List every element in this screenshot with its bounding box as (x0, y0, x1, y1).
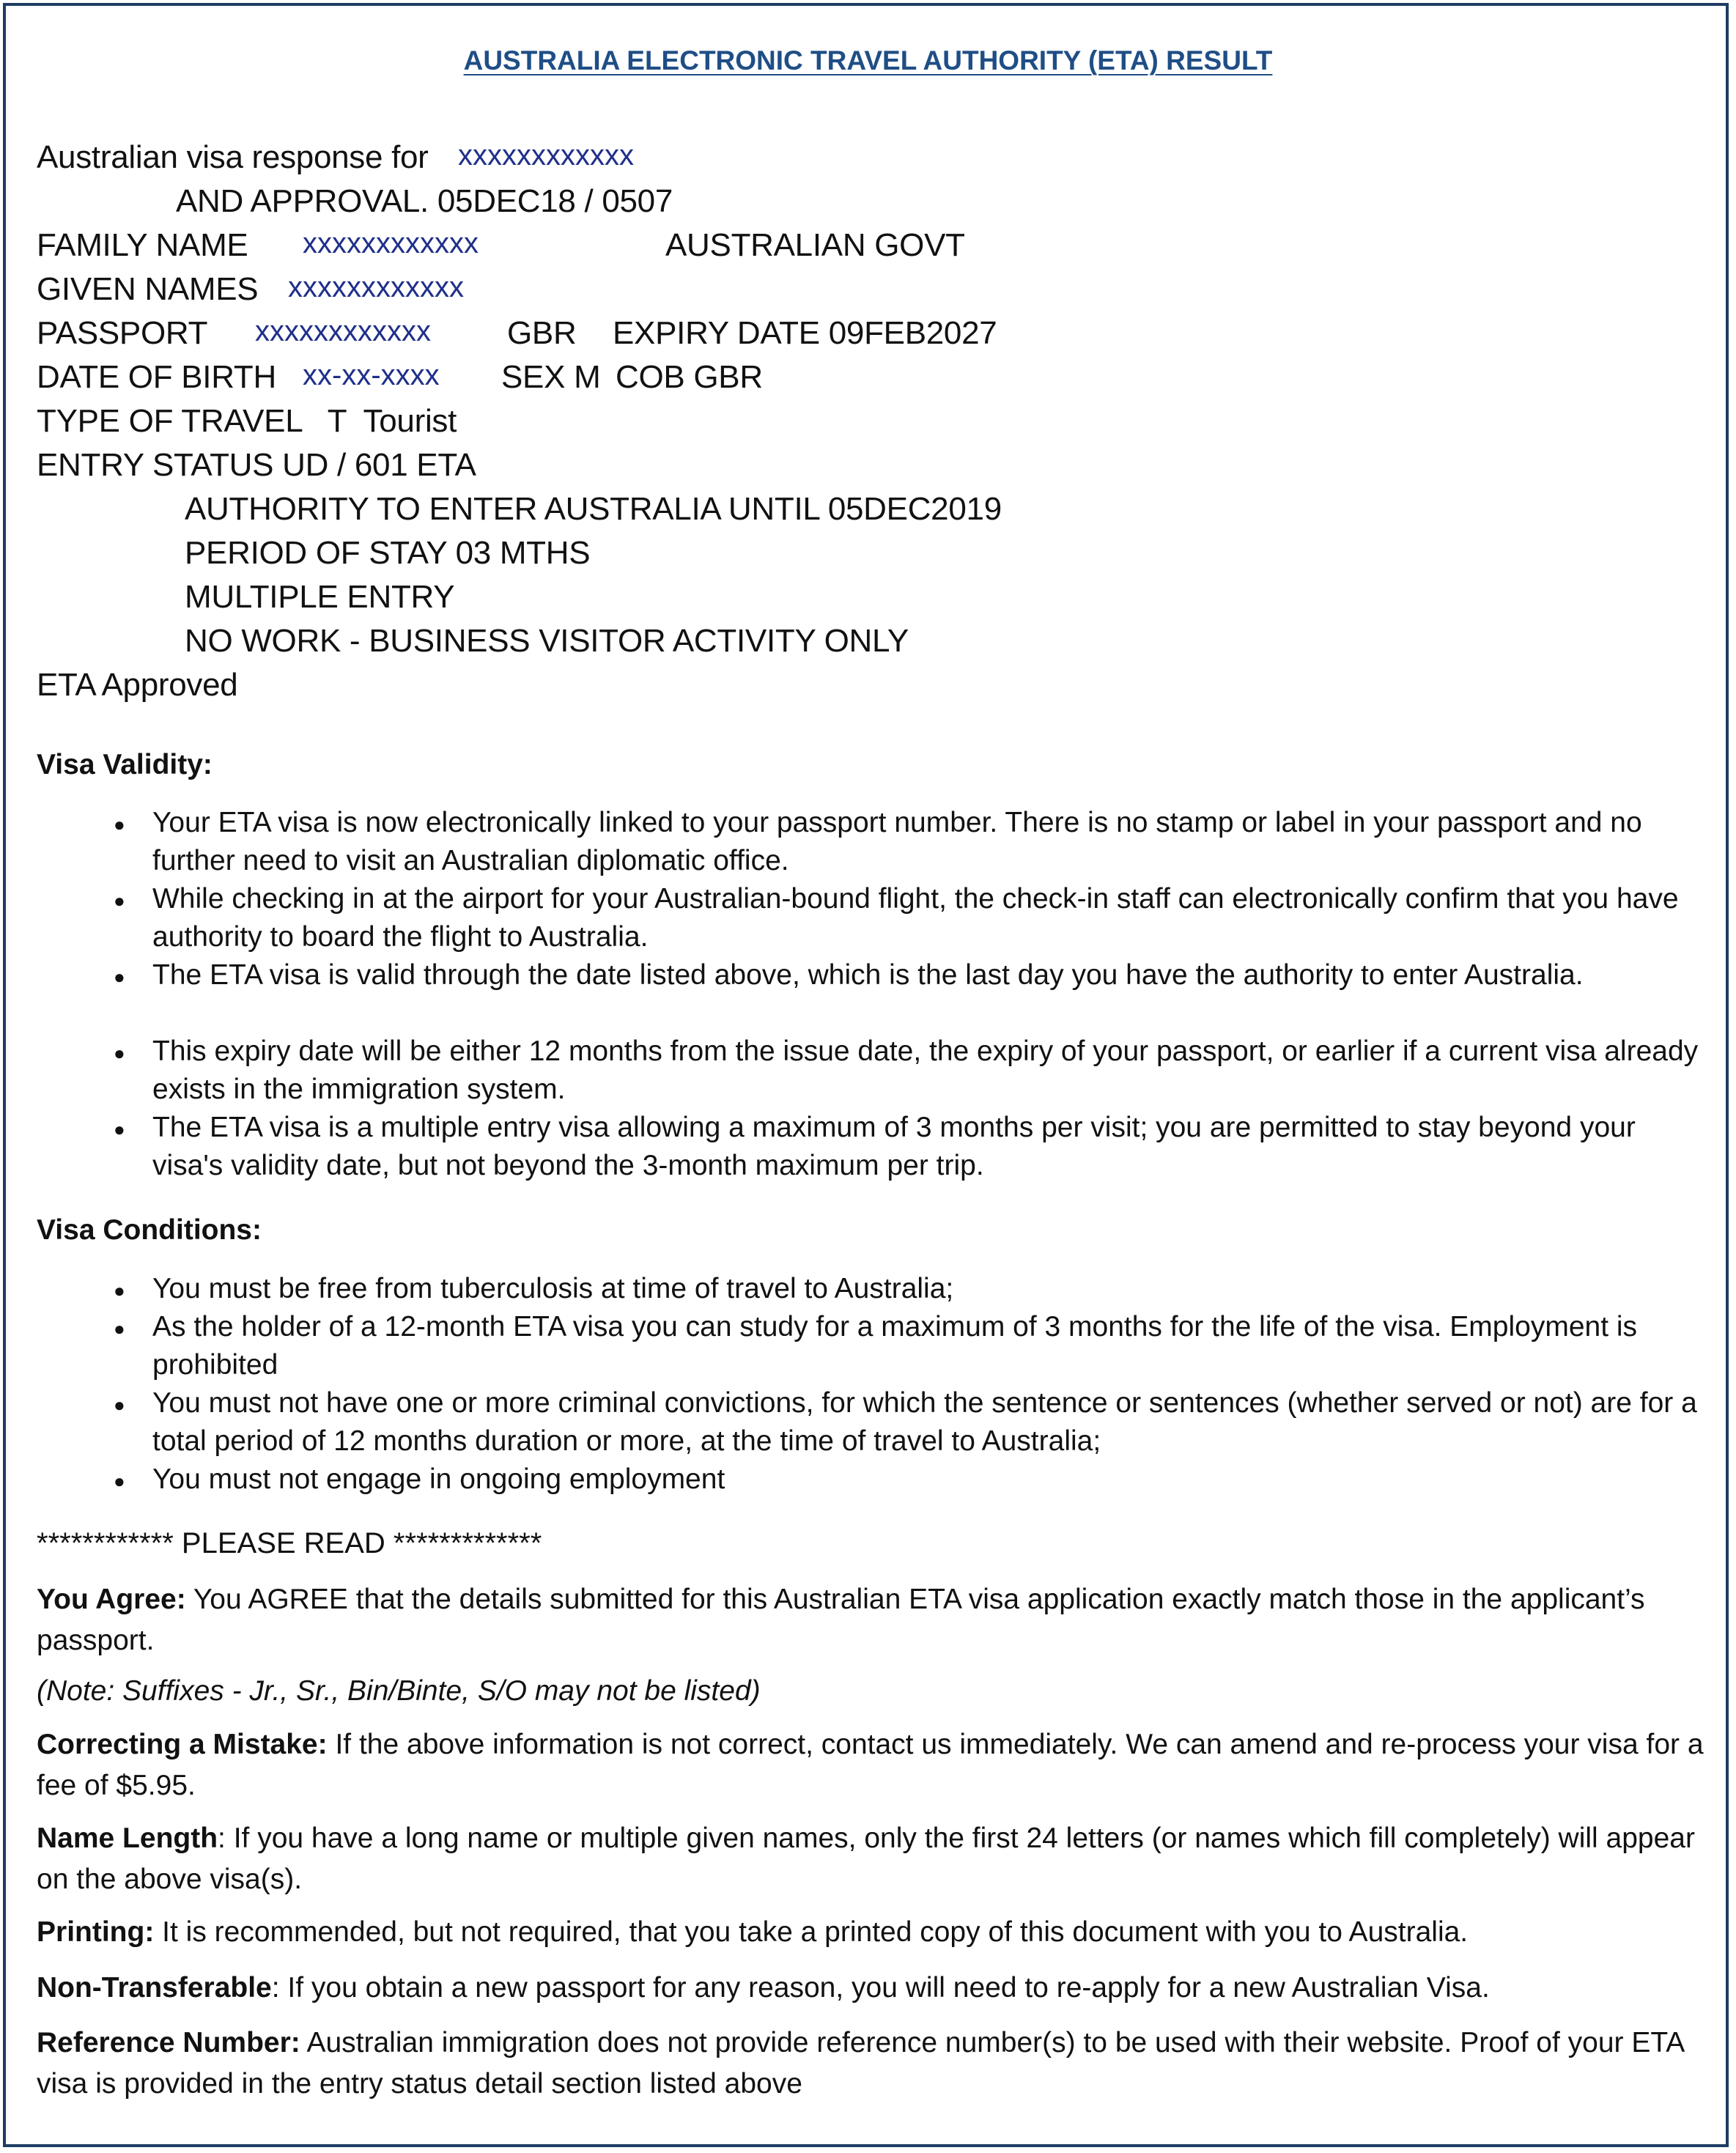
validity-heading: Visa Validity: (37, 749, 213, 780)
dob-value: xx-xx-xxxx (303, 359, 440, 391)
non-transferable-text: : If you obtain a new passport for any reason, you will need to re-apply for a new Australian Visa. (271, 1972, 1490, 2004)
response-label: Australian visa response for (37, 139, 429, 175)
mistake-paragraph (37, 1724, 1707, 1806)
bullet-icon: ● (114, 1279, 125, 1301)
passport-country: GBR (507, 315, 577, 351)
validity-item: The ETA visa is a multiple entry visa allowing a maximum of 3 months per visit; you are permitted to stay beyond your visa's validity date, but not beyond the 3-month maximum per trip. (152, 1112, 1636, 1181)
non-transferable-paragraph (37, 1968, 1707, 2009)
validity-item: The ETA visa is valid through the date listed above, which is the last day you have the authority to enter Australia. (152, 959, 1584, 991)
approval-line: AND APPROVAL. 05DEC18 / 0507 (176, 183, 673, 219)
suffix-note: (Note: Suffixes - Jr., Sr., Bin/Binte, S/O may not be listed) (37, 1675, 761, 1707)
passport-label: PASSPORT (37, 315, 208, 351)
bullet-icon: ● (114, 890, 125, 912)
bullet-icon: ● (114, 1042, 125, 1064)
passport-value: xxxxxxxxxxxx (255, 315, 431, 347)
conditions-heading: Visa Conditions: (37, 1214, 262, 1246)
printing-label: Printing: (37, 1916, 155, 1948)
printing-text: It is recommended, but not required, that you take a printed copy of this document with you to Australia. (154, 1916, 1469, 1948)
eta-approved: ETA Approved (37, 667, 238, 703)
given-names-value: xxxxxxxxxxxx (288, 271, 464, 303)
condition-item: You must not have one or more criminal convictions, for which the sentence or sentences (whether served or not) are for a total period of 12 months duration or more, at the time of travel to Australia; (152, 1387, 1697, 1457)
authority-line: AUTHORITY TO ENTER AUSTRALIA UNTIL 05DEC2019 (185, 491, 1002, 527)
bullet-icon: ● (114, 1394, 125, 1416)
condition-item: As the holder of a 12-month ETA visa you can study for a maximum of 3 months for the life of the visa. Employment is prohibited (152, 1311, 1638, 1381)
mistake-label: Correcting a Mistake: (37, 1729, 328, 1760)
validity-item: Your ETA visa is now electronically linked to your passport number. There is no stamp or label in your passport and no further need to visit an Australian diplomatic office. (152, 807, 1642, 876)
validity-item: While checking in at the airport for your Australian-bound flight, the check-in staff can electronically confirm that you have authority to board the flight to Australia. (152, 883, 1679, 953)
bullet-icon: ● (114, 1470, 125, 1492)
country-of-birth: COB GBR (616, 359, 763, 395)
dob-label: DATE OF BIRTH (37, 359, 276, 395)
bullet-icon: ● (114, 966, 125, 988)
condition-item: You must be free from tuberculosis at time of travel to Australia; (152, 1273, 954, 1304)
stay-line: PERIOD OF STAY 03 MTHS (185, 535, 591, 571)
page-title: AUSTRALIA ELECTRONIC TRAVEL AUTHORITY (ETA) RESULT (463, 45, 1273, 75)
multiple-entry-line: MULTIPLE ENTRY (185, 579, 455, 615)
entry-status: ENTRY STATUS UD / 601 ETA (37, 447, 476, 483)
name-length-label: Name Length (37, 1823, 218, 1854)
bullet-icon: ● (114, 1118, 125, 1140)
printing-paragraph (37, 1912, 1707, 1953)
reference-paragraph (37, 2023, 1707, 2105)
family-name-value: xxxxxxxxxxxx (303, 227, 479, 259)
no-work-line: NO WORK - BUSINESS VISITOR ACTIVITY ONLY (185, 623, 909, 659)
condition-item: You must not engage in ongoing employment (152, 1463, 725, 1495)
agree-label: You Agree: (37, 1584, 186, 1615)
name-length-text: : If you have a long name or multiple given names, only the first 24 letters (or names which fill completely) will appear on the above visa(s). (37, 1823, 1695, 1895)
response-value: xxxxxxxxxxxx (458, 139, 634, 171)
expiry-date: EXPIRY DATE 09FEB2027 (613, 315, 997, 351)
travel-type: TYPE OF TRAVEL T Tourist (37, 403, 457, 439)
issuer: AUSTRALIAN GOVT (665, 227, 965, 263)
non-transferable-label: Non-Transferable (37, 1972, 272, 2004)
agree-text: You AGREE that the details submitted for this Australian ETA visa application exactly match those in the applicant’s passport. (37, 1584, 1645, 1656)
please-read-banner: ************ PLEASE READ ************* (37, 1527, 542, 1559)
reference-text: Australian immigration does not provide reference number(s) to be used with their website. Proof of your ETA visa is provided in the entry status detail section listed above (37, 2027, 1684, 2100)
given-names-label: GIVEN NAMES (37, 271, 259, 307)
family-name-label: FAMILY NAME (37, 227, 248, 263)
mistake-text: If the above information is not correct, contact us immediately. We can amend and re-process your visa for a fee of $5.95. (37, 1729, 1704, 1801)
name-length-paragraph (37, 1818, 1707, 1900)
validity-item: This expiry date will be either 12 months from the issue date, the expiry of your passport, or earlier if a current visa already exists in the immigration system. (152, 1035, 1699, 1105)
sex: SEX M (501, 359, 601, 395)
bullet-icon: ● (114, 813, 125, 835)
bullet-icon: ● (114, 1318, 125, 1340)
agree-paragraph (37, 1579, 1707, 1661)
reference-label: Reference Number: (37, 2027, 300, 2058)
